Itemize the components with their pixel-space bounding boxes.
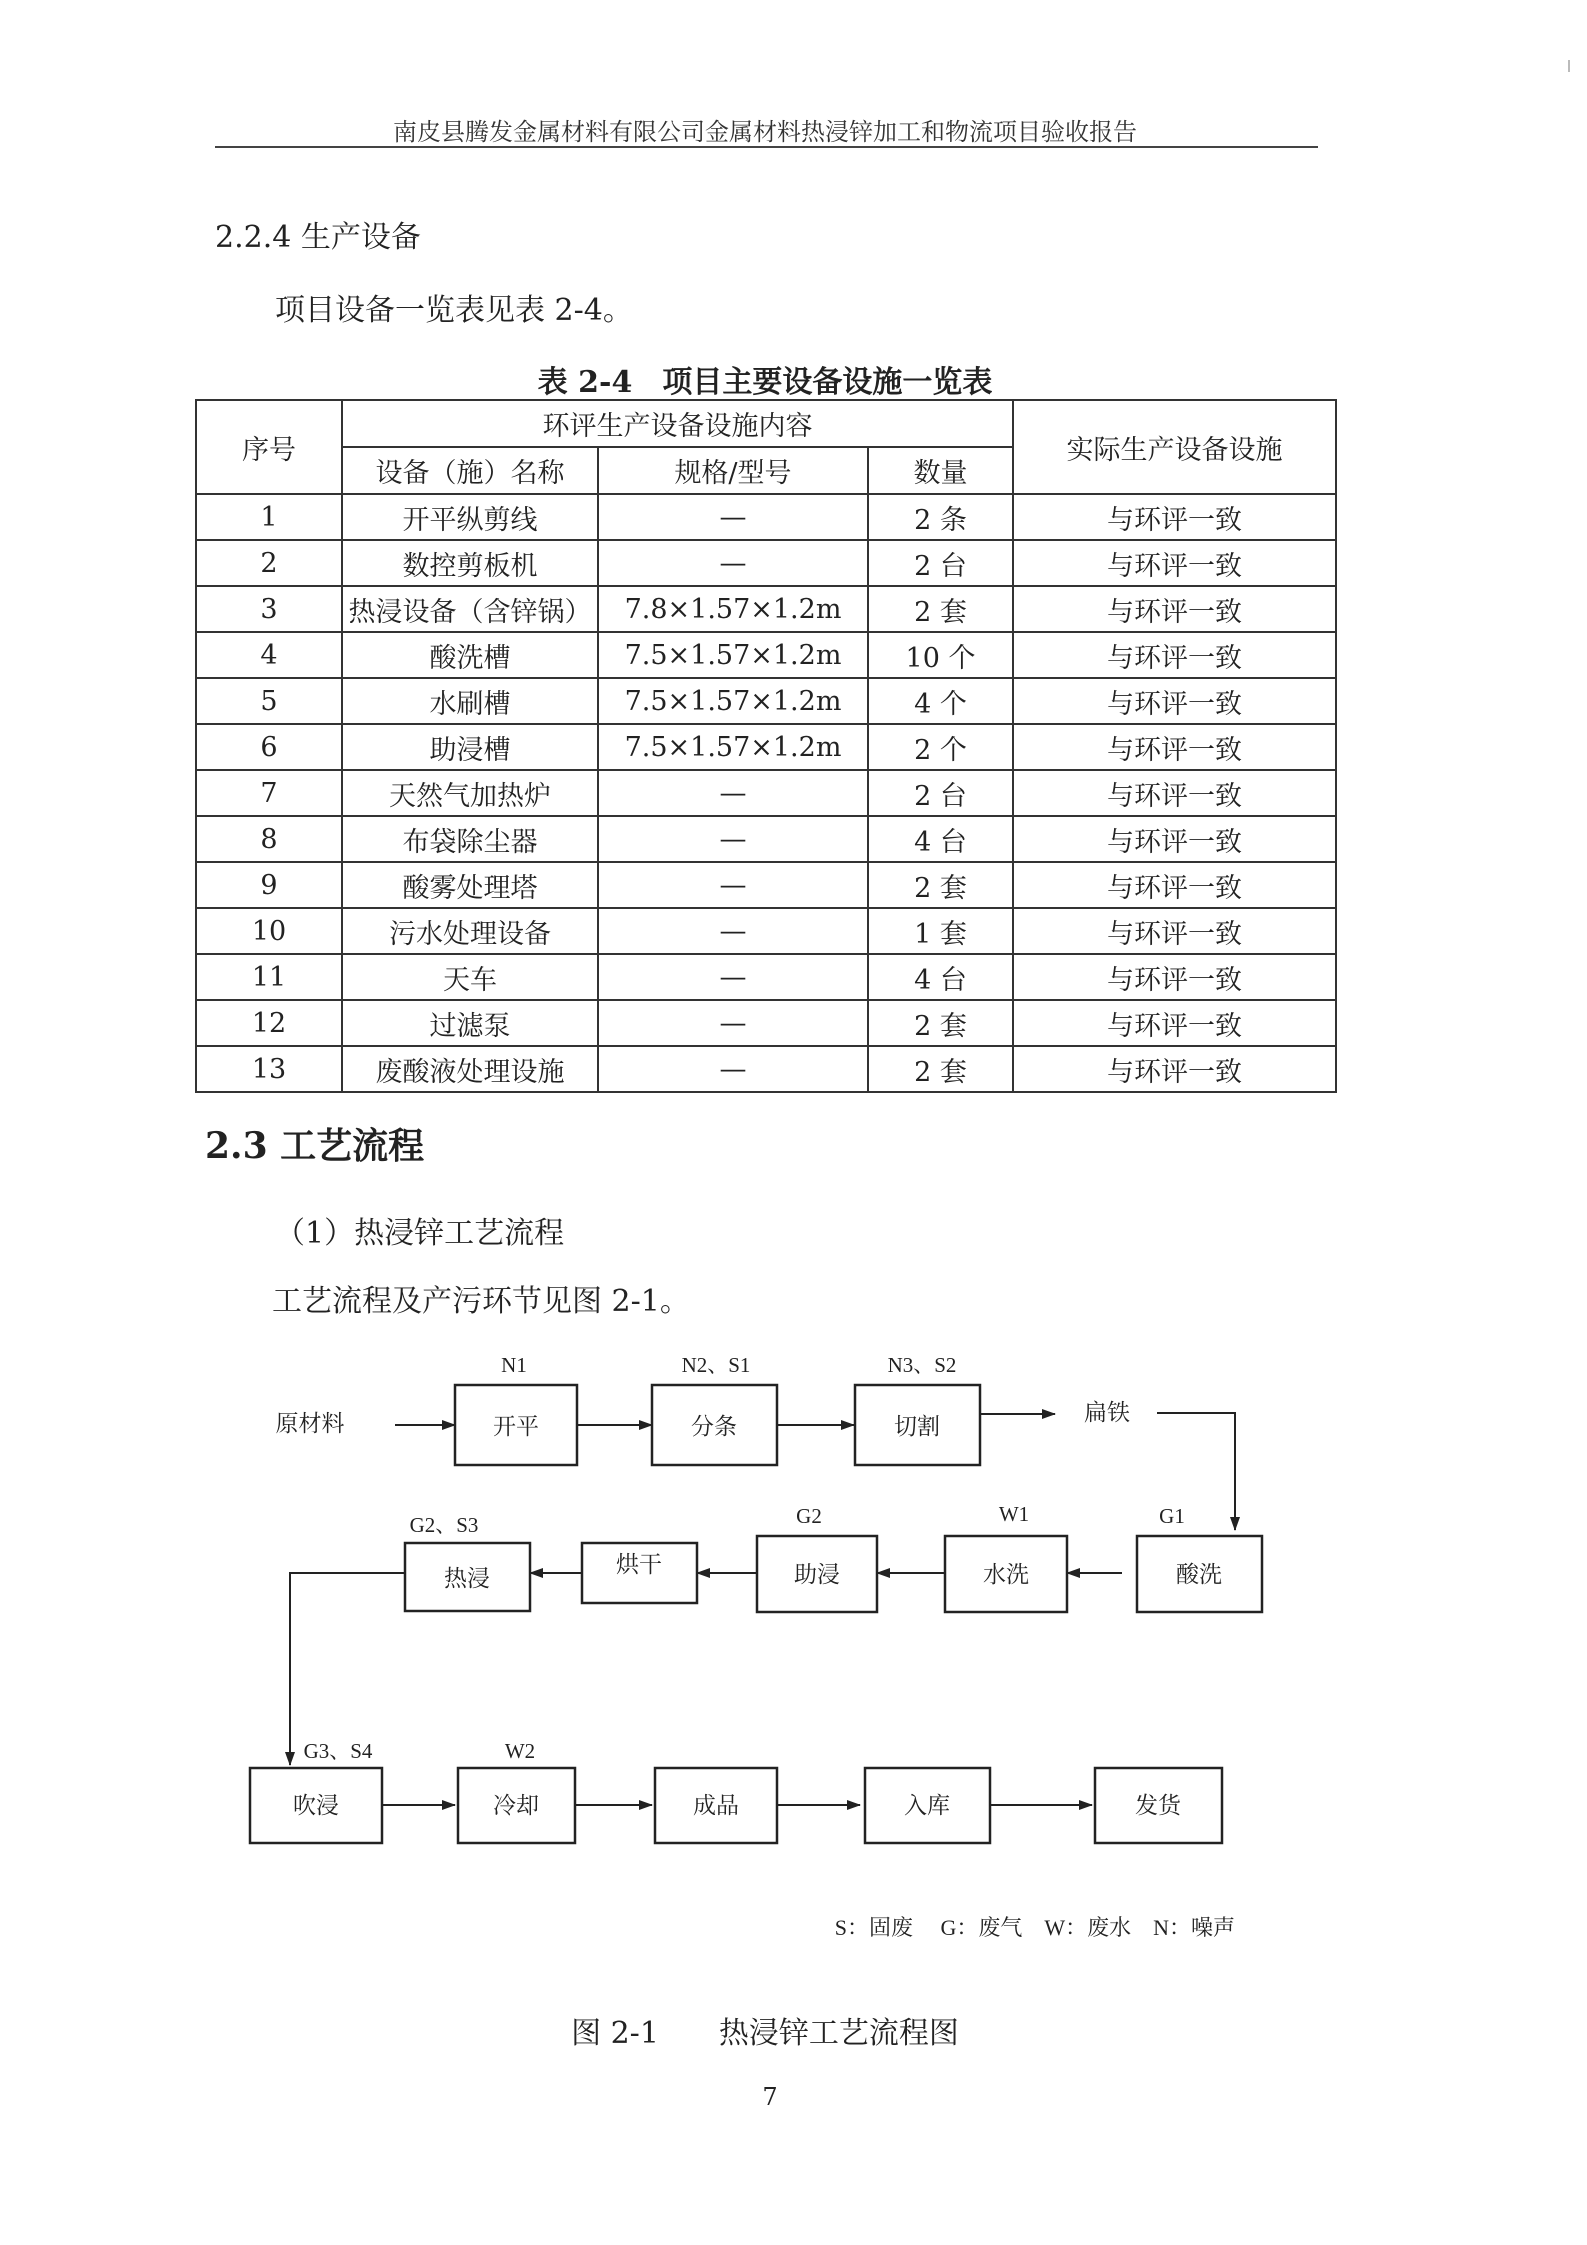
- cell-actual: 与环评一致: [1013, 494, 1336, 540]
- cell-name: 污水处理设备: [342, 908, 598, 954]
- subsection-heading-galvanizing: （1）热浸锌工艺流程: [275, 1216, 565, 1251]
- cell-seq: 13: [196, 1046, 342, 1092]
- cell-spec: —: [598, 494, 868, 540]
- cell-seq: 5: [196, 678, 342, 724]
- label-honggan: 烘干: [616, 1552, 662, 1577]
- cell-spec: —: [598, 816, 868, 862]
- cell-spec: —: [598, 1046, 868, 1092]
- cell-name: 热浸设备（含锌锅）: [342, 586, 598, 632]
- cell-qty: 4 台: [868, 954, 1013, 1000]
- cell-name: 水刷槽: [342, 678, 598, 724]
- flow-legend: S：固废 G：废气 W：废水 N：噪声: [834, 1915, 1235, 1940]
- cell-name: 酸洗槽: [342, 632, 598, 678]
- cell-name: 开平纵剪线: [342, 494, 598, 540]
- label-raw-material: 原材料: [275, 1411, 345, 1436]
- table-row: [196, 540, 1336, 586]
- process-flow-diagram: [0, 1330, 1587, 1990]
- col-header-qty: 数量: [868, 447, 1013, 494]
- cell-spec: 7.8×1.57×1.2m: [598, 586, 868, 632]
- col-header-actual: 实际生产设备设施: [1013, 400, 1336, 494]
- label-kaiping: 开平: [493, 1414, 539, 1439]
- cell-seq: 3: [196, 586, 342, 632]
- cell-seq: 11: [196, 954, 342, 1000]
- connector-rejin-to-chuijin: [290, 1573, 405, 1765]
- cell-actual: 与环评一致: [1013, 908, 1336, 954]
- table-row: [196, 770, 1336, 816]
- cell-seq: 9: [196, 862, 342, 908]
- cell-seq: 2: [196, 540, 342, 586]
- cell-actual: 与环评一致: [1013, 632, 1336, 678]
- table-caption: 表 2-4 项目主要设备设施一览表: [537, 365, 993, 400]
- cell-qty: 2 套: [868, 1000, 1013, 1046]
- cell-spec: —: [598, 862, 868, 908]
- cell-seq: 10: [196, 908, 342, 954]
- cell-actual: 与环评一致: [1013, 862, 1336, 908]
- table-row: [196, 724, 1336, 770]
- label-suanxi: 酸洗: [1176, 1562, 1222, 1587]
- emission-suanxi: G1: [1159, 1504, 1185, 1528]
- cell-actual: 与环评一致: [1013, 770, 1336, 816]
- cell-name: 废酸液处理设施: [342, 1046, 598, 1092]
- cell-spec: 7.5×1.57×1.2m: [598, 678, 868, 724]
- cell-qty: 2 套: [868, 1046, 1013, 1092]
- equipment-intro-paragraph: 项目设备一览表见表 2-4。: [275, 293, 633, 328]
- cell-qty: 2 套: [868, 862, 1013, 908]
- table-row: [196, 816, 1336, 862]
- cell-qty: 4 个: [868, 678, 1013, 724]
- flow-intro-paragraph: 工艺流程及产污环节见图 2-1。: [272, 1284, 690, 1319]
- section-heading-2-2-4: 2.2.4 生产设备: [215, 220, 421, 255]
- cell-seq: 1: [196, 494, 342, 540]
- table-row: [196, 678, 1336, 724]
- cell-qty: 2 条: [868, 494, 1013, 540]
- cell-actual: 与环评一致: [1013, 816, 1336, 862]
- table-row: [196, 954, 1336, 1000]
- emission-rejin: G2、S3: [409, 1513, 479, 1537]
- label-zhujin: 助浸: [794, 1562, 840, 1587]
- table-row: [196, 632, 1336, 678]
- label-chengpin: 成品: [693, 1793, 739, 1818]
- label-lengque: 冷却: [493, 1793, 539, 1818]
- cell-seq: 12: [196, 1000, 342, 1046]
- cell-spec: —: [598, 954, 868, 1000]
- cell-spec: —: [598, 540, 868, 586]
- label-rejin: 热浸: [444, 1566, 490, 1591]
- emission-kaiping: N1: [501, 1353, 527, 1377]
- cell-actual: 与环评一致: [1013, 586, 1336, 632]
- flow-boxes: [250, 1385, 1262, 1843]
- cell-seq: 8: [196, 816, 342, 862]
- cell-spec: —: [598, 770, 868, 816]
- page-number: 7: [762, 2083, 778, 2111]
- section-heading-2-3: 2.3 工艺流程: [205, 1125, 425, 1167]
- label-chuijin: 吹浸: [293, 1793, 339, 1818]
- cell-seq: 7: [196, 770, 342, 816]
- cell-name: 酸雾处理塔: [342, 862, 598, 908]
- scan-edge-mark: [1568, 60, 1570, 72]
- cell-seq: 6: [196, 724, 342, 770]
- cell-spec: —: [598, 908, 868, 954]
- equipment-table: [195, 399, 1337, 1093]
- cell-qty: 1 套: [868, 908, 1013, 954]
- table-row: [196, 494, 1336, 540]
- col-header-group: 环评生产设备设施内容: [342, 400, 1013, 447]
- label-shuixi: 水洗: [983, 1562, 1029, 1587]
- cell-spec: 7.5×1.57×1.2m: [598, 724, 868, 770]
- figure-caption: 图 2-1 热浸锌工艺流程图: [571, 2016, 959, 2051]
- col-header-spec: 规格/型号: [598, 447, 868, 494]
- header-rule: [215, 146, 1318, 148]
- cell-qty: 2 个: [868, 724, 1013, 770]
- table-row: [196, 908, 1336, 954]
- emission-zhujin: G2: [796, 1504, 822, 1528]
- cell-name: 布袋除尘器: [342, 816, 598, 862]
- cell-spec: 7.5×1.57×1.2m: [598, 632, 868, 678]
- cell-qty: 10 个: [868, 632, 1013, 678]
- emission-shuixi: W1: [998, 1502, 1030, 1526]
- table-row: [196, 1000, 1336, 1046]
- cell-actual: 与环评一致: [1013, 1000, 1336, 1046]
- cell-name: 天车: [342, 954, 598, 1000]
- label-ruku: 入库: [904, 1793, 950, 1818]
- table-row: [196, 862, 1336, 908]
- cell-qty: 4 台: [868, 816, 1013, 862]
- cell-name: 天然气加热炉: [342, 770, 598, 816]
- cell-qty: 2 套: [868, 586, 1013, 632]
- col-header-seq: 序号: [196, 400, 342, 494]
- label-fentiao: 分条: [691, 1414, 737, 1439]
- cell-actual: 与环评一致: [1013, 724, 1336, 770]
- cell-name: 助浸槽: [342, 724, 598, 770]
- cell-name: 过滤泵: [342, 1000, 598, 1046]
- cell-actual: 与环评一致: [1013, 1046, 1336, 1092]
- cell-actual: 与环评一致: [1013, 540, 1336, 586]
- page-header: 南皮县腾发金属材料有限公司金属材料热浸锌加工和物流项目验收报告: [393, 118, 1137, 146]
- table-row: [196, 586, 1336, 632]
- emission-lengque: W2: [504, 1739, 536, 1763]
- cell-name: 数控剪板机: [342, 540, 598, 586]
- label-qiege: 切割: [894, 1414, 940, 1439]
- cell-actual: 与环评一致: [1013, 954, 1336, 1000]
- emission-chuijin: G3、S4: [303, 1739, 373, 1763]
- cell-spec: —: [598, 1000, 868, 1046]
- emission-qiege: N3、S2: [887, 1353, 957, 1377]
- col-header-name: 设备（施）名称: [342, 447, 598, 494]
- label-fahuo: 发货: [1135, 1793, 1181, 1818]
- table-row: [196, 1046, 1336, 1092]
- cell-actual: 与环评一致: [1013, 678, 1336, 724]
- cell-seq: 4: [196, 632, 342, 678]
- cell-qty: 2 台: [868, 540, 1013, 586]
- emission-fentiao: N2、S1: [681, 1353, 751, 1377]
- cell-qty: 2 台: [868, 770, 1013, 816]
- label-flat-iron: 扁铁: [1084, 1400, 1130, 1425]
